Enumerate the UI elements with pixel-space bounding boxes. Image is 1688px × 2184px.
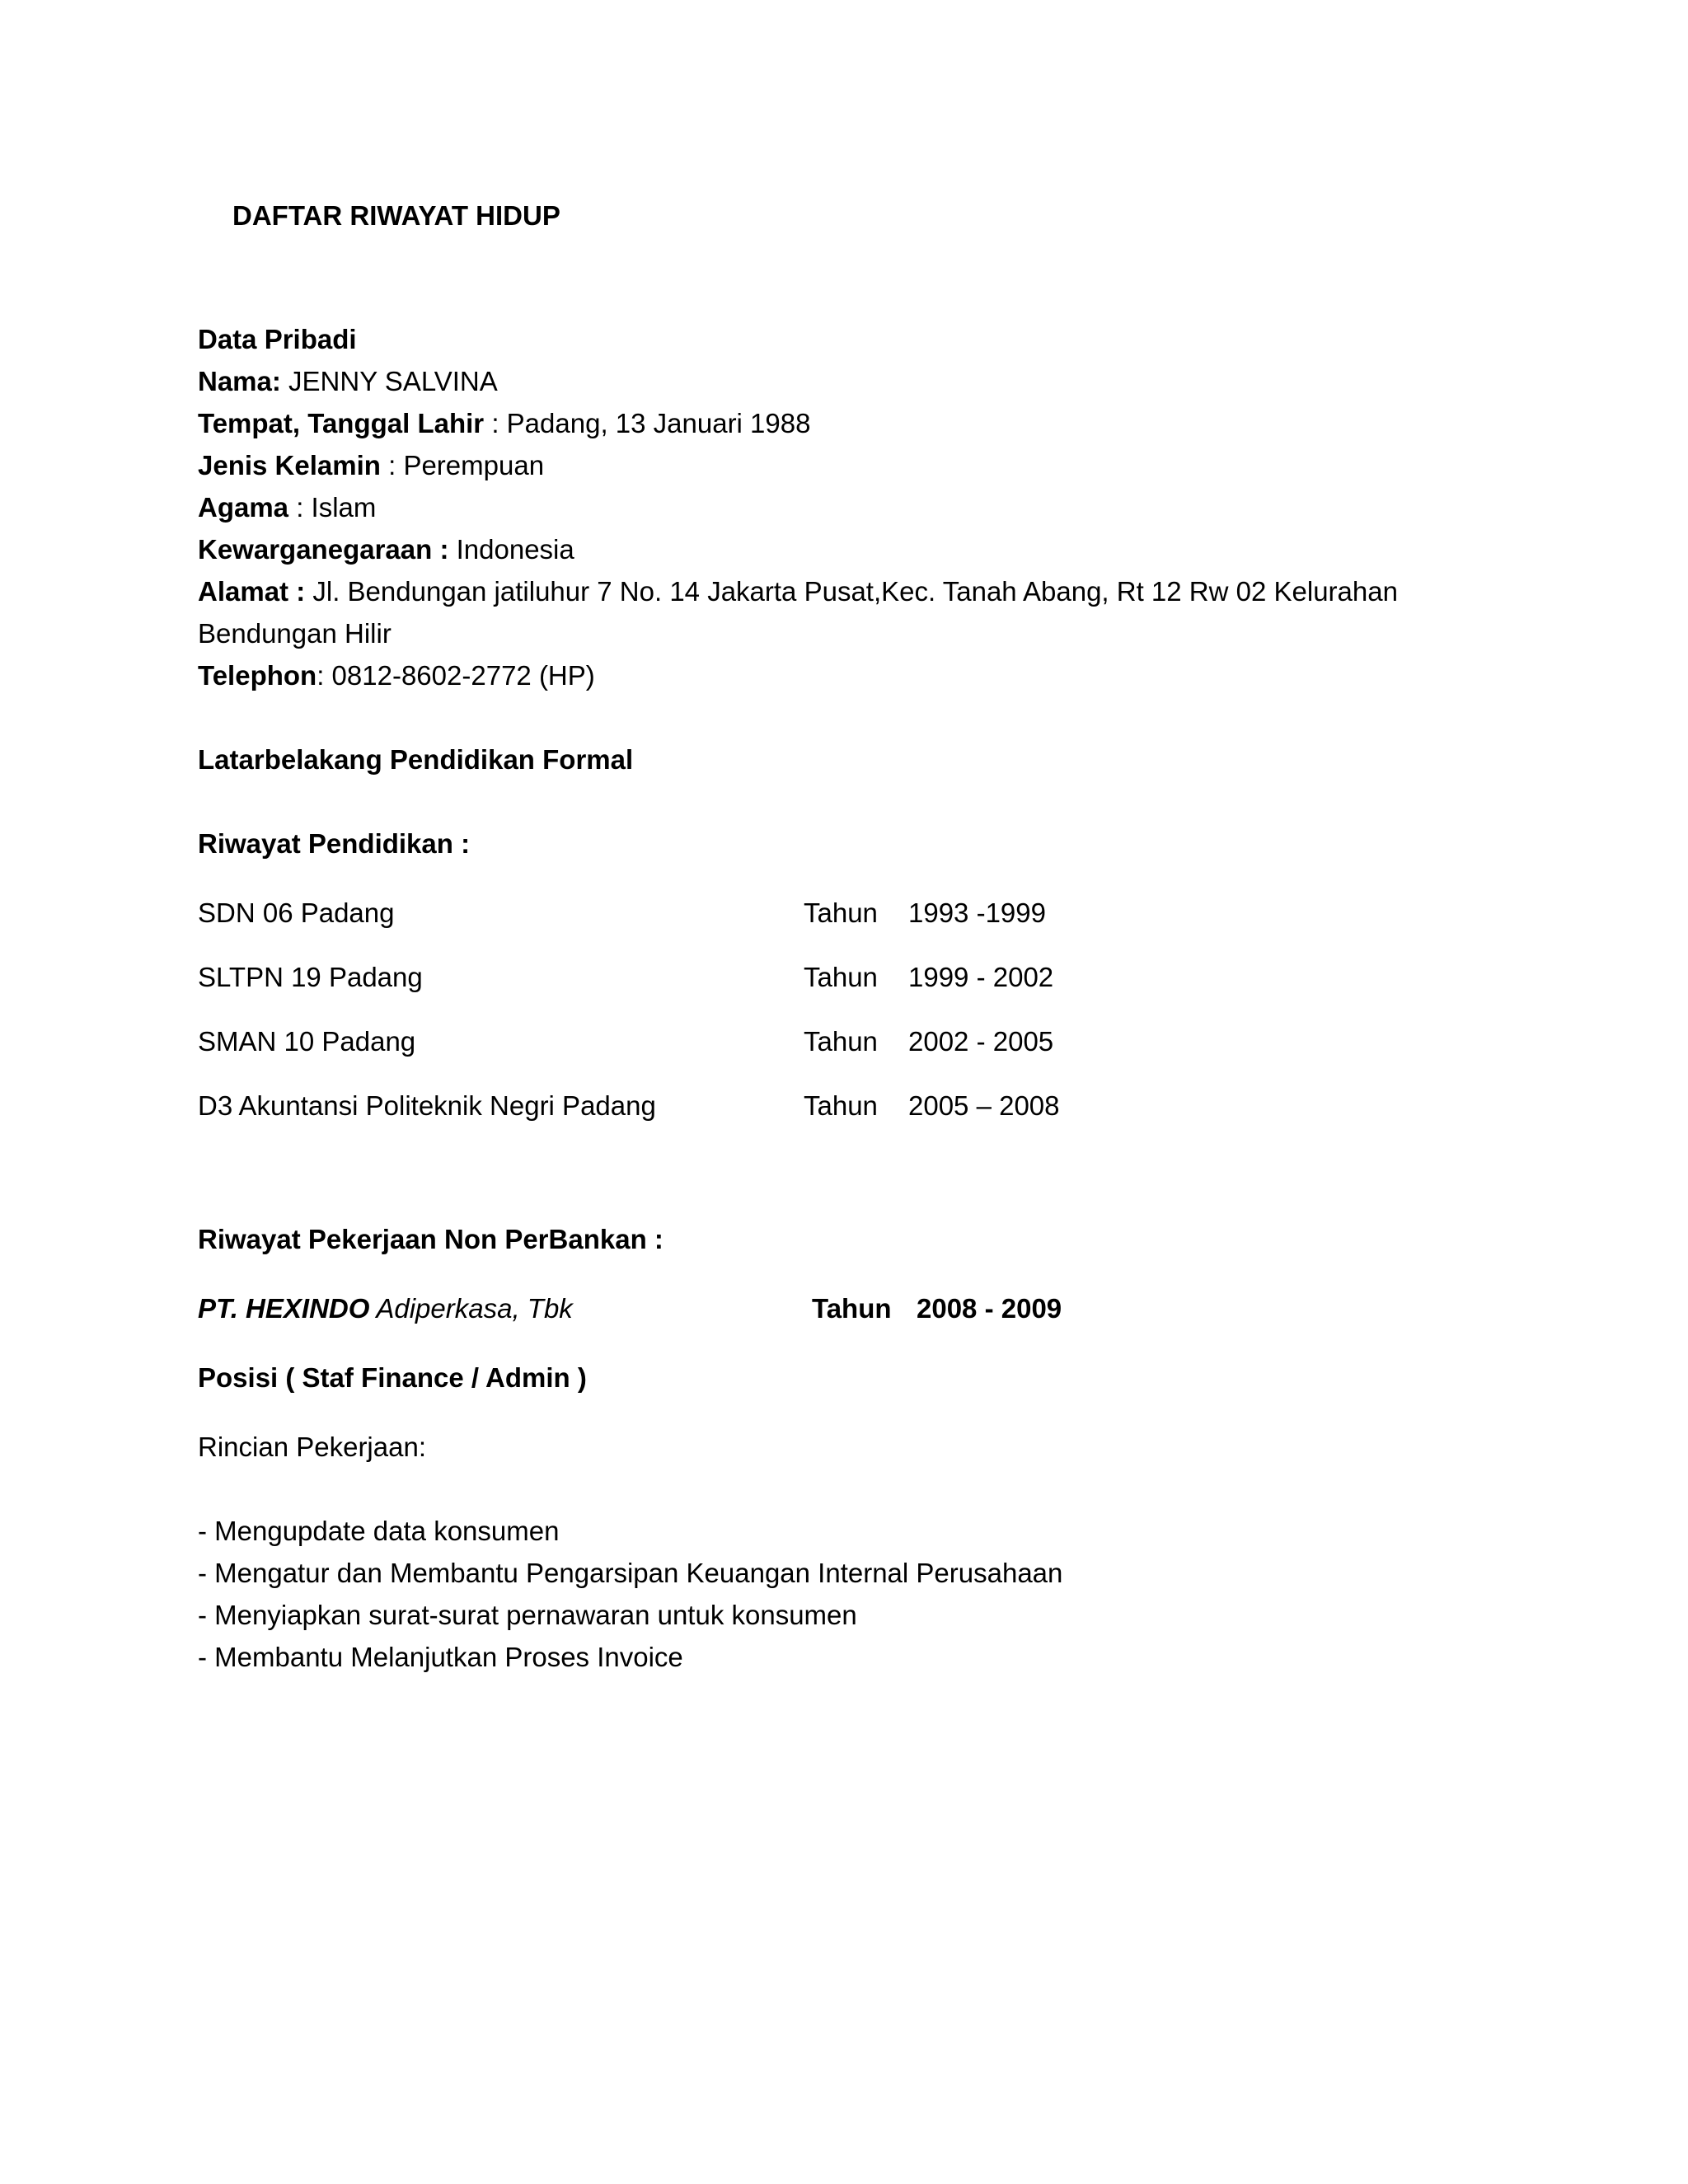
phone-value: : 0812-8602-2772 (HP) <box>316 660 595 691</box>
education-tahun-label: Tahun <box>804 1090 878 1121</box>
gender-value: : Perempuan <box>388 450 545 480</box>
education-section-heading: Latarbelakang Pendidikan Formal <box>198 744 634 775</box>
address-row <box>198 575 1398 608</box>
gender-row <box>198 449 544 482</box>
address-value-line1: Jl. Bendungan jatiluhur 7 No. 14 Jakarta Pusat,Kec. Tanah Abang, Rt 12 Rw 02 Kelurahan <box>312 576 1398 607</box>
work-heading: Riwayat Pekerjaan Non PerBankan : <box>198 1224 663 1254</box>
work-company-bold: PT. HEXINDO <box>198 1293 370 1324</box>
education-school: D3 Akuntansi Politeknik Negri Padang <box>198 1090 656 1121</box>
birth-value: : Padang, 13 Januari 1988 <box>491 408 811 438</box>
education-tahun-label: Tahun <box>804 1026 878 1057</box>
education-tahun-label: Tahun <box>804 898 878 928</box>
work-years: 2008 - 2009 <box>917 1293 1062 1324</box>
address-value-line2: Bendungan Hilir <box>198 618 392 649</box>
education-item <box>198 1090 1517 1122</box>
education-school: SLTPN 19 Padang <box>198 962 423 992</box>
work-position: Posisi ( Staf Finance / Admin ) <box>198 1362 587 1393</box>
work-task: - Membantu Melanjutkan Proses Invoice <box>198 1642 683 1672</box>
education-school: SMAN 10 Padang <box>198 1026 416 1057</box>
birth-row <box>198 407 810 440</box>
education-years: 1993 -1999 <box>908 898 1046 928</box>
education-item <box>198 897 1517 930</box>
education-item <box>198 1025 1517 1058</box>
religion-row <box>198 491 376 524</box>
education-tahun-label: Tahun <box>804 962 878 992</box>
education-years: 2005 – 2008 <box>908 1090 1060 1121</box>
address-label: Alamat : <box>198 576 306 607</box>
work-tahun-label: Tahun <box>812 1293 892 1324</box>
work-item <box>198 1292 1517 1325</box>
phone-row <box>198 659 595 692</box>
education-years: 2002 - 2005 <box>908 1026 1054 1057</box>
work-task: - Mengupdate data konsumen <box>198 1516 560 1546</box>
personal-heading: Data Pribadi <box>198 324 357 354</box>
citizenship-value: Indonesia <box>456 534 574 565</box>
work-company <box>198 1292 573 1325</box>
religion-value: : Islam <box>296 492 377 523</box>
name-value: JENNY SALVINA <box>288 366 498 396</box>
birth-label: Tempat, Tanggal Lahir <box>198 408 485 438</box>
education-school: SDN 06 Padang <box>198 898 395 928</box>
citizenship-row <box>198 533 574 566</box>
document-title: DAFTAR RIWAYAT HIDUP <box>232 200 560 231</box>
phone-label: Telephon <box>198 660 317 691</box>
name-row <box>198 365 498 398</box>
work-company-rest: Adiperkasa, Tbk <box>369 1293 573 1324</box>
education-history-heading: Riwayat Pendidikan : <box>198 828 471 859</box>
name-label: Nama: <box>198 366 281 396</box>
religion-label: Agama <box>198 492 289 523</box>
gender-label: Jenis Kelamin <box>198 450 381 480</box>
work-task: - Mengatur dan Membantu Pengarsipan Keuangan Internal Perusahaan <box>198 1558 1063 1588</box>
education-years: 1999 - 2002 <box>908 962 1054 992</box>
citizenship-label: Kewarganegaraan : <box>198 534 449 565</box>
education-item <box>198 961 1517 994</box>
work-task: - Menyiapkan surat-surat pernawaran untuk konsumen <box>198 1600 857 1630</box>
work-details-label: Rincian Pekerjaan: <box>198 1432 426 1462</box>
